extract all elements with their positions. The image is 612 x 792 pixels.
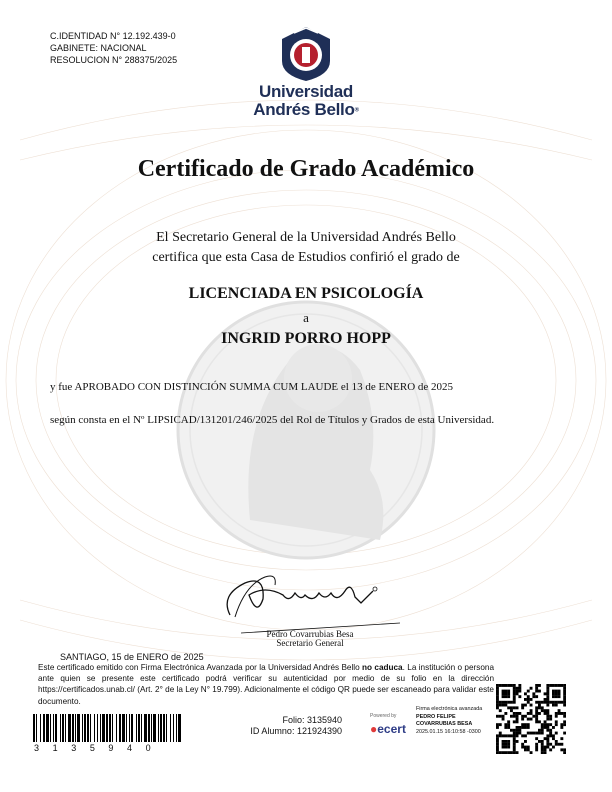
qr-code-icon[interactable] [496, 684, 566, 754]
connector-text: a [303, 310, 309, 325]
barcode-digits: 3135940 [34, 743, 165, 753]
validation-notice: Este certificado emitido con Firma Electrónica Avanzada por la Universidad Andrés Bello no caduca. La institución o persona ante quien se presente este certificado podrá verificar su autenticidad por medio de su folio en la dirección https://certificados.unab.cl/ (Art. 2° de la Ley N° 19.799). Adicionalmente el código QR puede ser escaneado para validar este documento. [38, 663, 495, 706]
folio-block [232, 715, 342, 737]
signature-image [205, 555, 405, 635]
resolucion-text: RESOLUCION N° 288375/2025 [50, 55, 178, 65]
logo-line2: Andrés Bello® [253, 100, 359, 119]
document-title: Certificado de Grado Académico [137, 156, 475, 182]
student-id: ID Alumno: 121924390 [250, 726, 342, 736]
signatory-block [230, 630, 390, 648]
signer-line1: PEDRO FELIPE [416, 713, 456, 720]
folio-number: Folio: 3135940 [282, 715, 342, 725]
intro-text [0, 228, 612, 268]
approval-text: y fue APROBADO CON DISTINCIÓN SUMMA CUM LAUDE el 13 de ENERO de 2025 [50, 381, 454, 393]
signatory-role: Secretario General [276, 638, 344, 648]
registry-text: según consta en el Nº LIPSICAD/131201/246/2025 del Rol de Títulos y Grados de esta Universidad. [50, 414, 495, 426]
firma-label: Firma electrónica avanzada [416, 706, 483, 712]
cedula-text: C.IDENTIDAD N° 12.192.439-0 [50, 31, 176, 41]
signatory-name: Pedro Covarrubias Besa [266, 629, 354, 639]
barcode-icon [33, 714, 181, 742]
logo-emblem-icon [276, 25, 336, 83]
place-date: SANTIAGO, 15 de ENERO de 2025 [60, 652, 204, 662]
signature-timestamp: 2025.01.15 16:10:58 -0300 [416, 728, 481, 735]
electronic-signature-stamp [416, 706, 482, 736]
recipient-name: INGRID PORRO HOPP [221, 330, 391, 347]
signer-line2: COVARRUBIAS BESA [416, 721, 473, 728]
ecert-logo: ●ecert [370, 722, 406, 736]
gabinete-text: GABINETE: NACIONAL [50, 43, 147, 53]
ecert-powered-label: Powered by [370, 713, 397, 719]
intro-line-1: El Secretario General de la Universidad Andrés Bello [156, 230, 456, 245]
university-logo [250, 25, 362, 120]
logo-line1: Universidad [258, 82, 353, 101]
header-info [50, 30, 177, 66]
intro-line-2: certifica que esta Casa de Estudios confirió el grado de [152, 250, 460, 265]
degree-title: LICENCIADA EN PSICOLOGÍA [188, 285, 424, 302]
